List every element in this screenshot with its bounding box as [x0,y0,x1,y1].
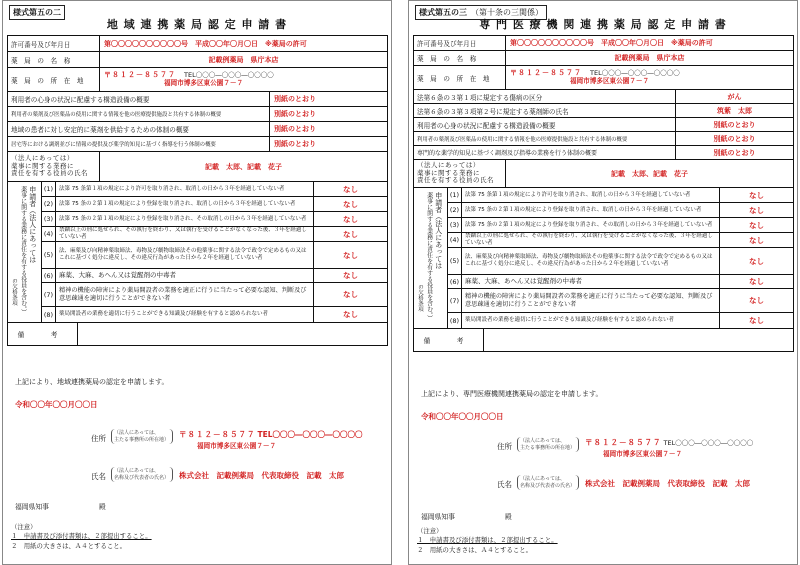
row-label: 地域の患者に対し安定的に薬剤を供給するための体制の概要 [8,122,270,136]
disq-number: (7) [448,289,462,312]
remarks-row [8,323,387,345]
disq-item [42,307,387,322]
side-text-2: 薬事に関する業務に責任を有する役員を含む。） [19,186,27,315]
disq-number: (4) [42,227,56,241]
disqualification-side-label [414,188,448,328]
disq-item [448,233,793,248]
brace-line: （法人にあっては、 [114,468,159,474]
pharmacy-location-row [414,66,793,90]
form-title: 地 域 連 携 薬 局 認 定 申 請 書 [106,18,288,31]
brace-line: 主たる事務所の所在地） [520,444,576,451]
address-label: 住所 [91,434,106,443]
officer-label-2: 薬事に関する業務に [417,168,480,177]
row-value: 別紙のとおり [274,110,316,118]
disq-item [448,289,793,313]
disq-text: 法、麻薬及び向精神薬取締法、毒物及び劇物取締法その他薬事に関する法令で政令で定めるもの又はこれに基づく処分に違反し、その違反行為があった日から２年を経過していない者 [465,254,713,267]
form-page-left [2,0,392,565]
disq-item [448,203,793,218]
officer-value: 記載 太郎、記載 花子 [205,162,282,171]
disq-number: (5) [448,248,462,274]
disq-text: 法第 75 条の２第１項の規定により登録を取り消され、その取消しの日から３年を経過していない者 [465,221,713,228]
note-item: １ 申請書及び添付書類は、２部提出すること。 [417,536,558,545]
remarks-row [414,329,793,351]
row-value: 別紙のとおり [274,125,316,133]
disease-category-row [414,90,793,104]
disq-value: なし [343,184,358,194]
disq-text-cell [462,203,720,217]
disq-item [42,197,387,212]
tel-number: TEL〇〇〇―〇〇〇―〇〇〇〇 [257,430,363,439]
application-table [413,35,794,352]
row-value: 別紙のとおり [274,95,316,103]
disq-number: (3) [42,212,56,226]
brace-line: （法人にあっては、 [520,476,565,482]
home-care-row [8,137,387,152]
governor-label: 福岡県知事 [15,503,49,511]
row-value: がん [727,92,742,101]
form-id-label: 様式第五の二 [13,8,61,17]
brace-line: （法人にあっては、 [114,430,159,436]
disq-value: なし [749,277,764,286]
address: 福岡市博多区東公園７－７ [164,78,244,87]
pharmacy-location-value [100,68,387,91]
permit-row [8,36,387,52]
disq-text-cell [462,248,720,274]
disq-value: なし [343,250,358,260]
disq-number: (6) [42,269,56,282]
note-item: １ 申請書及び添付書類は、２部提出すること。 [11,532,152,541]
pharmacy-name-value: 記載例薬局 県庁本店 [614,54,685,62]
pharmacy-name-row [8,52,387,68]
applicant-value: 株式会社 記載例薬局 代表取締役 記載 太郎 [585,479,750,488]
disq-number: (6) [448,275,462,288]
apply-statement: 上記により、地域連携薬局の認定を申請します。 [15,378,169,386]
disqualification-section [414,188,793,329]
disq-text-cell [56,227,314,241]
permit-value: 第〇〇〇〇〇〇〇〇〇〇号 平成〇〇年〇月〇日 ※薬局の許可 [510,39,713,47]
disq-text: 法第 75 条第１項の規定により許可を取り消され、取消しの日から３年を経過していない者 [465,191,691,198]
disq-text-cell [462,233,720,247]
disq-text: 麻薬、大麻、あへん又は覚醒剤の中毒者 [465,277,582,286]
disq-text-cell [56,197,314,211]
permit-row [414,36,793,51]
disq-value: なし [749,190,764,200]
disqualification-side-label [8,182,42,322]
postal-code: 〒８１２－８５７７ [510,69,582,78]
side-text-3: の欠格条項 [11,278,18,306]
disq-value: なし [749,205,764,215]
disq-text-cell [462,275,720,288]
note-item: ２ 用紙の大きさは、Ａ４とすること。 [417,545,533,554]
side-text-1: 申請者（法人にあっては [28,186,37,263]
officer-value: 記載 太郎、記載 花子 [611,169,688,178]
form-id-sub: （第十条の三関係） [471,8,543,17]
disq-number: (8) [448,313,462,328]
disq-text: 薬局開設者の業務を適切に行うことができる知識及び経験を有すると認められない者 [59,311,269,318]
officer-label-2: 薬事に関する業務に [11,161,74,170]
row-label: 利用者の薬剤及び医薬品の使用に関する情報を他の医療提供施設と共有する体制の概要 [8,107,270,121]
disq-value: なし [343,229,358,239]
pharmacy-location-value [506,66,793,89]
permit-label: 許可番号及び年月日 [8,36,100,51]
pharmacy-name-value: 記載例薬局 県庁本店 [208,55,279,64]
structure-row [414,118,793,132]
notes [417,527,558,555]
remarks-label: 備 考 [8,323,78,345]
row-label: 利用者の薬剤及び医薬品の使用に関する情報を他の医療提供施設と共有する体制の概要 [414,132,676,145]
disq-value: なし [749,235,764,245]
side-text-3: の欠格条項 [417,284,424,312]
disq-item [42,269,387,283]
disq-text-cell [56,307,314,322]
specialized-row [414,146,793,160]
permit-label: 許可番号及び年月日 [414,36,506,50]
note-item: ２ 用紙の大きさは、Ａ４とすること。 [11,541,127,550]
remarks-label: 備 考 [414,329,484,351]
form-page-right [408,0,798,565]
row-value: 別紙のとおり [713,148,756,157]
officer-row [414,160,793,188]
disq-item [448,248,793,275]
tel-number: TEL〇〇〇―〇〇〇―〇〇〇〇 [184,71,274,80]
name-brace [111,467,173,482]
disq-text-cell [462,289,720,312]
officer-row [8,152,387,182]
application-table [7,35,388,346]
disq-text-cell [56,283,314,306]
remarks-value [78,323,387,345]
disq-item [42,182,387,197]
applicant-name [497,475,750,490]
name-label: 氏名 [497,480,512,489]
applicant-value: 株式会社 記載例薬局 代表取締役 記載 太郎 [179,471,344,480]
disq-item [448,188,793,203]
permit-value: 第〇〇〇〇〇〇〇〇〇〇号 平成〇〇年〇月〇日 ※薬局の許可 [104,39,307,48]
disq-value: なし [749,316,764,325]
governor-label: 福岡県知事 [421,513,455,521]
disq-number: (5) [42,242,56,268]
disq-text-cell [462,188,720,202]
brace-line: 名称及び代表者の氏名） [114,474,170,481]
row-label: 法第６条の３第１項に規定する傷病の区分 [414,90,676,103]
disq-text-cell [56,269,314,282]
notes-heading: （注意） [417,527,443,535]
brace-line: （法人にあっては、 [520,438,565,444]
disq-number: (4) [448,233,462,247]
disq-text-cell [56,242,314,268]
row-value: 別紙のとおり [274,140,316,148]
officer-label-3: 責任を有する役員の氏名 [417,176,494,185]
form-id-label: 様式第五の三 [419,8,467,17]
tel-number: TEL〇〇〇―〇〇〇―〇〇〇〇 [663,439,754,447]
disq-item [448,218,793,233]
supply-row [8,122,387,137]
address-brace [517,437,579,452]
row-label: 居宅等における調剤並びに情報の提供及び薬学的知見に基づく指導を行う体制の概要 [8,137,270,151]
row-label: 法第６条の３第３項第２号に規定する薬剤師の氏名 [414,104,676,117]
officer-label [8,152,100,181]
disq-item [42,283,387,307]
disq-value: なし [749,256,764,266]
address-brace [111,429,173,444]
row-label: 専門的な薬学的知見に基づく調剤及び指導の業務を行う体制の概要 [414,146,676,159]
disq-text-cell [462,218,720,232]
honorific: 殿 [504,513,512,521]
disq-text: 法第 75 条の２第１項の規定により登録を取り消され、取消しの日から３年を経過していない者 [465,206,702,213]
pharmacist-row [414,104,793,118]
disq-text: 法第 75 条第１項の規定により許可を取り消され、取消しの日から３年を経過していない者 [59,185,285,192]
officer-label-1: （法人にあっては） [417,160,480,169]
disq-item [448,275,793,289]
address-line: 福岡市博多区東公園７－７ [603,450,683,458]
addressee [15,501,106,511]
applicant-name [91,467,344,482]
officer-label-3: 責任を有する役員の氏名 [11,169,88,178]
applicant-address [497,437,753,460]
disq-value: なし [343,214,358,224]
address-value [173,429,363,452]
disq-text: 法第 75 条の２第１項の規定により登録を取り消され、その取消しの日から３年を経過していない者 [59,215,307,222]
apply-statement: 上記により、専門医療機関連携薬局の認定を申請します。 [421,390,603,398]
disq-item [42,227,387,242]
address: 福岡市博多区東公園７－７ [570,76,650,85]
side-text-1: 申請者（法人にあっては [434,192,443,269]
postal-code: 〒８１２－８５７７ [104,71,176,80]
pharmacy-location-row [8,68,387,92]
disq-number: (1) [42,182,56,196]
disq-text-cell [462,313,720,328]
structure-row [8,92,387,107]
disq-value: なし [343,290,358,299]
officer-label-1: （法人にあっては） [11,153,74,162]
address-line: 福岡市博多区東公園７－７ [197,442,277,450]
row-label: 利用者の心身の状況に配慮する構造設備の概要 [8,92,270,106]
postal-code: 〒８１２－８５７７ [179,430,256,439]
disq-number: (2) [448,203,462,217]
address-value [579,437,753,460]
disq-number: (8) [42,307,56,322]
form-title: 専 門 医 療 機 関 連 携 薬 局 認 定 申 請 書 [479,18,727,31]
disqualification-list [448,188,793,328]
name-label: 氏名 [91,472,106,481]
disq-text: 麻薬、大麻、あへん又は覚醒剤の中毒者 [59,271,176,280]
addressee [421,511,512,521]
disq-item [42,242,387,269]
pharmacy-name-row [414,51,793,66]
disqualification-section [8,182,387,323]
application-date: 令和〇〇年〇〇月〇〇日 [421,412,504,421]
notes-heading: （注意） [11,523,37,531]
disq-value: なし [343,271,358,280]
disq-text: 法第 75 条の２第１項の規定により登録を取り消され、取消しの日から３年を経過していない者 [59,200,296,207]
disq-text: 禁錮以上の刑に処せられ、その執行を終わり、又は執行を受けることがなくなった後、３年を経過していない者 [59,227,307,240]
disq-text-cell [56,212,314,226]
disq-number: (1) [448,188,462,202]
disq-text-cell [56,182,314,196]
application-date: 令和〇〇年〇〇月〇〇日 [15,400,98,409]
brace-line: 名称及び代表者の氏名） [520,482,576,489]
tel-number: TEL〇〇〇―〇〇〇―〇〇〇〇 [590,69,680,78]
info-share-row [8,107,387,122]
pharmacy-name-label: 薬 局 の 名 称 [8,52,100,67]
row-label: 利用者の心身の状況に配慮する構造設備の概要 [414,118,676,131]
row-value: 筑紫 太郎 [717,106,752,115]
name-brace [517,475,579,490]
disq-number: (3) [448,218,462,232]
row-value: 別紙のとおり [713,134,756,143]
honorific: 殿 [98,503,106,511]
brace-line: 主たる事務所の所在地） [114,436,170,443]
officer-label [414,160,506,187]
disq-text: 禁錮以上の刑に処せられ、その執行を終わり、又は執行を受けることがなくなった後、３年を経過していない者 [465,233,713,246]
postal-code: 〒８１２－８５７７ [585,438,662,447]
disq-value: なし [749,220,764,230]
disq-value: なし [749,296,764,305]
pharmacy-location-label: 薬 局 の 所 在 地 [8,68,100,91]
row-value: 別紙のとおり [713,120,756,129]
disq-item [42,212,387,227]
side-text-2: 薬事に関する業務に責任を有する役員を含む。） [425,192,433,321]
disq-value: なし [343,199,358,209]
pharmacy-name-label: 薬 局 の 名 称 [414,51,506,65]
disqualification-list [42,182,387,322]
disq-number: (2) [42,197,56,211]
disq-item [448,313,793,328]
pharmacy-location-label: 薬 局 の 所 在 地 [414,66,506,89]
disq-number: (7) [42,283,56,306]
address-label: 住所 [497,442,512,451]
applicant-address [91,429,363,452]
disq-text: 法、麻薬及び向精神薬取締法、毒物及び劇物取締法その他薬事に関する法令で政令で定めるもの又はこれに基づく処分に違反し、その違反行為があった日から２年を経過していない者 [59,248,307,261]
info-share-row [414,132,793,146]
disq-text: 精神の機能の障害により薬局開設者の業務を適正に行うに当たって必要な認知、判断及び意思疎通を適切に行うことができない者 [465,292,713,308]
notes [11,523,152,551]
disq-value: なし [343,310,358,319]
remarks-value [484,329,793,351]
disq-text: 精神の機能の障害により薬局開設者の業務を適正に行うに当たって必要な認知、判断及び意思疎通を適切に行うことができない者 [59,286,307,302]
disq-text: 薬局開設者の業務を適切に行うことができる知識及び経験を有すると認められない者 [465,317,675,324]
